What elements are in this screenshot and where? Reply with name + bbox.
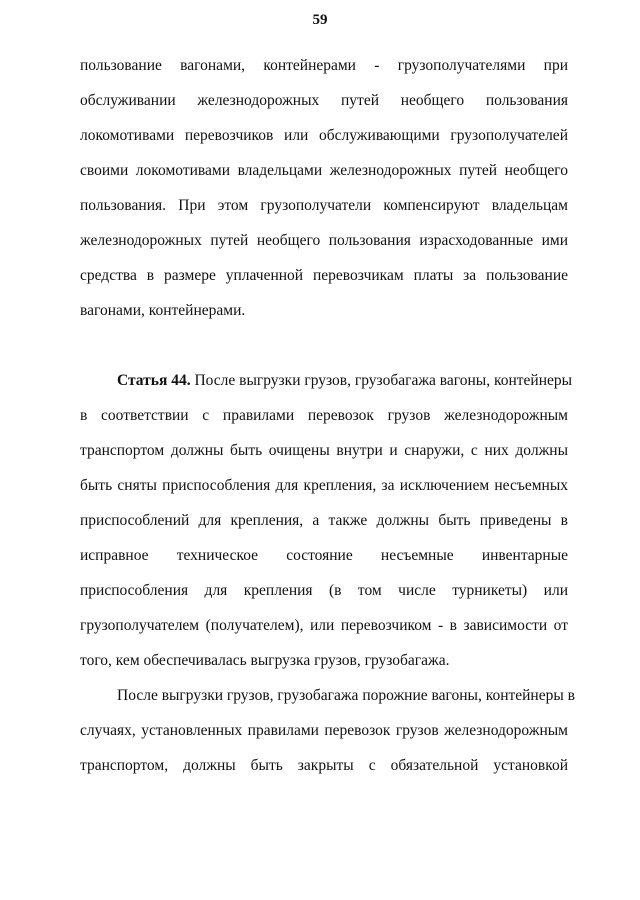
text-line: приспособлений для крепления, а также должны быть приведены в (80, 512, 568, 529)
text-line: обслуживании железнодорожных путей необщего пользования (80, 92, 568, 109)
text-line: того, кем обеспечивалась выгрузка грузов, грузобагажа. (80, 652, 450, 669)
article-first-line-text: После выгрузки грузов, грузобагажа вагоны, контейнеры (190, 372, 573, 389)
text-line: вагонами, контейнерами. (80, 302, 246, 319)
text-line: транспортом должны быть очищены внутри и снаружи, с них должны (80, 442, 568, 459)
page-number: 59 (312, 12, 328, 28)
text-line: средства в размере уплаченной перевозчикам платы за пользование (80, 267, 568, 284)
text-line: быть сняты приспособления для крепления, за исключением несъемных (80, 477, 568, 494)
text-line: После выгрузки грузов, грузобагажа порожние вагоны, контейнеры в (117, 687, 575, 704)
text-line: локомотивами перевозчиков или обслуживающими грузополучателей (80, 127, 568, 144)
text-line: случаях, установленных правилами перевозок грузов железнодорожным (80, 722, 568, 739)
article-first-line (117, 371, 573, 391)
text-line: исправное техническое состояние несъемные инвентарные (80, 547, 568, 564)
text-line: приспособления для крепления (в том числе турникеты) или (80, 582, 568, 599)
text-line: пользование вагонами, контейнерами - грузополучателями при (80, 57, 568, 74)
article-heading: Статья 44. (117, 372, 191, 389)
text-line: своими локомотивами владельцами железнодорожных путей необщего (80, 162, 568, 179)
text-line: транспортом, должны быть закрыты с обязательной установкой (80, 757, 568, 774)
text-line: в соответствии с правилами перевозок грузов железнодорожным (80, 407, 568, 424)
text-line: пользования. При этом грузополучатели компенсируют владельцам (80, 197, 568, 214)
text-line: грузополучателем (получателем), или перевозчиком - в зависимости от (80, 617, 568, 634)
text-line: железнодорожных путей необщего пользования израсходованные ими (80, 232, 568, 249)
